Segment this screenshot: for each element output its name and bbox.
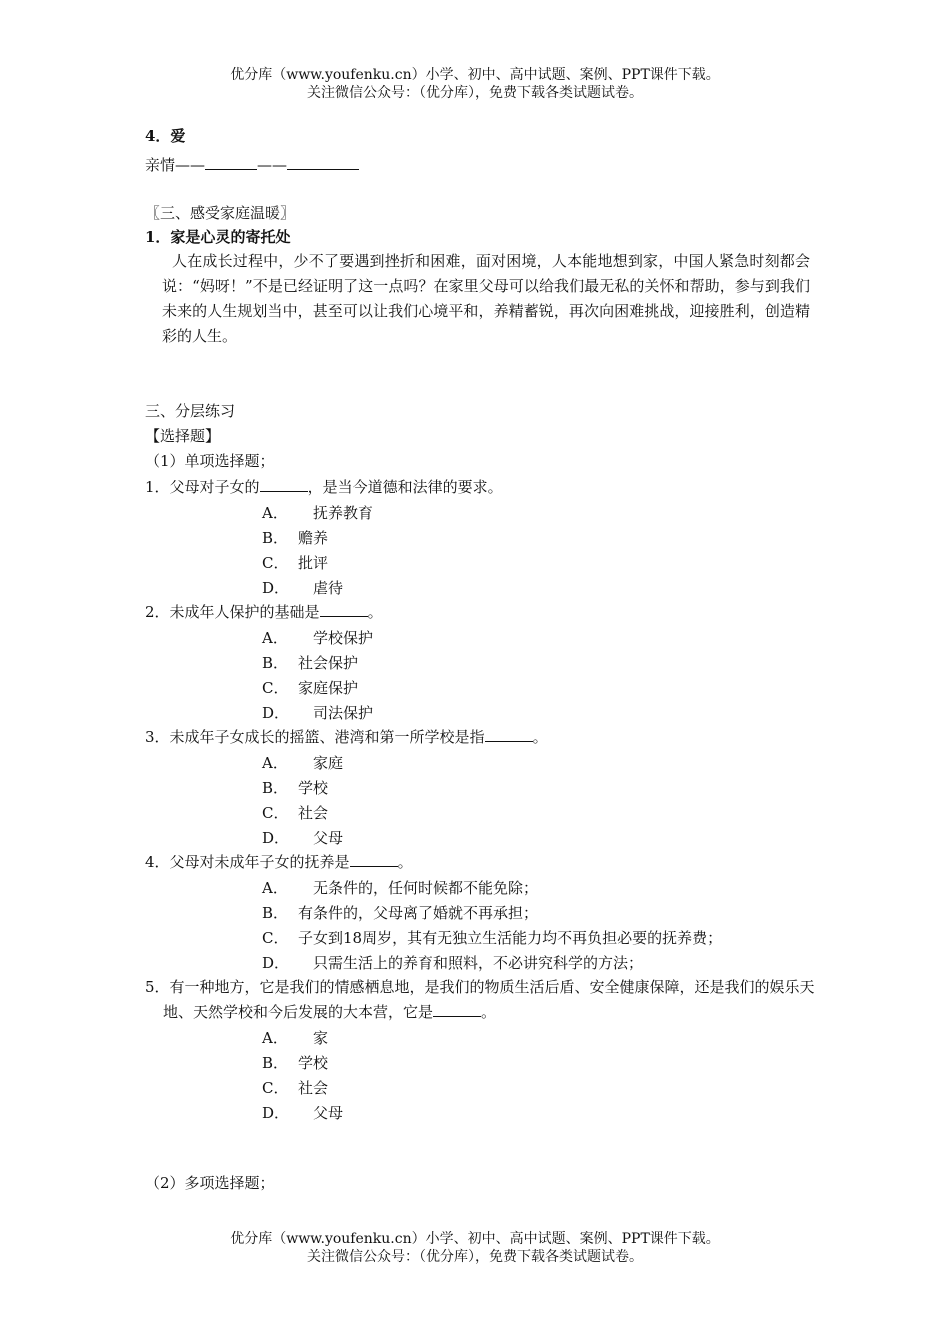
- question-text-end: 。: [481, 1003, 497, 1021]
- question-text: 有一种地方，它是我们的情感栖息地，是我们的物质生活后盾、安全健康保障，还是我们的娱乐天地、天然学校和今后发展的大本营，它是: [163, 978, 815, 1021]
- question-number: 1．: [145, 478, 170, 496]
- option-text: 社会: [298, 804, 329, 822]
- option-c[interactable]: [262, 1078, 328, 1098]
- header-line-2: 关注微信公众号：（优分库），免费下载各类试题试卷。: [307, 85, 643, 101]
- option-b[interactable]: [262, 528, 328, 548]
- option-a[interactable]: [262, 503, 373, 523]
- option-text: 家庭保护: [298, 679, 359, 697]
- option-text: 社会保护: [298, 654, 359, 672]
- question-text-end: ，是当今道德和法律的要求。: [307, 478, 503, 496]
- option-text: 学校: [298, 1054, 329, 1072]
- family-love-line: [145, 153, 359, 175]
- answer-blank: [260, 475, 308, 492]
- option-letter: B．: [262, 529, 289, 547]
- answer-blank: [433, 1000, 481, 1017]
- option-letter: C．: [262, 1079, 289, 1097]
- option-text: 父母: [298, 829, 344, 847]
- family-love-mid: ——: [257, 156, 288, 174]
- option-b[interactable]: [262, 778, 328, 798]
- footer-line-1: 优分库（www.youfenku.cn）小学、初中、高中试题、案例、PPT课件下载。: [230, 1231, 720, 1247]
- option-letter: D．: [262, 1104, 290, 1122]
- question-text: 未成年子女成长的摇篮、港湾和第一所学校是指: [169, 728, 485, 746]
- choice-heading: 【选择题】: [145, 427, 221, 445]
- option-letter: A．: [262, 754, 288, 772]
- question-number: 4．: [145, 853, 170, 871]
- question-stem: [145, 600, 810, 625]
- part-3-heading: 〖三、感受家庭温暖〗: [145, 204, 296, 222]
- question-stem: [145, 850, 810, 875]
- answer-blank: [205, 153, 257, 170]
- option-text: 学校: [298, 779, 329, 797]
- option-a[interactable]: [262, 628, 373, 648]
- header-line-1: 优分库（www.youfenku.cn）小学、初中、高中试题、案例、PPT课件下载。: [230, 67, 720, 83]
- option-text: 司法保护: [298, 704, 374, 722]
- option-letter: A．: [262, 629, 288, 647]
- option-text: 家: [298, 1029, 329, 1047]
- option-text: 无条件的，任何时候都不能免除；: [298, 879, 539, 897]
- option-text: 只需生活上的养育和照料，不必讲究科学的方法；: [298, 954, 644, 972]
- option-d[interactable]: [262, 953, 643, 973]
- question-stem: [145, 975, 828, 1025]
- option-a[interactable]: [262, 753, 343, 773]
- question-number: 5．: [145, 978, 170, 996]
- option-b[interactable]: [262, 1053, 328, 1073]
- question-text: 父母对未成年子女的抚养是: [169, 853, 350, 871]
- family-love-prefix: 亲情——: [145, 156, 206, 174]
- option-text: 学校保护: [298, 629, 374, 647]
- option-text: 赡养: [298, 529, 329, 547]
- option-text: 有条件的，父母离了婚就不再承担；: [298, 904, 539, 922]
- single-choice-heading: （1）单项选择题；: [145, 452, 275, 470]
- option-text: 批评: [298, 554, 329, 572]
- question-text-end: 。: [367, 603, 383, 621]
- option-letter: A．: [262, 1029, 288, 1047]
- answer-blank: [320, 600, 368, 617]
- section-4-title: 4．爱: [145, 127, 186, 145]
- part-3-sub-title: 1．家是心灵的寄托处: [145, 228, 291, 246]
- answer-blank: [287, 153, 359, 170]
- part-3-paragraph: 人在成长过程中，少不了要遇到挫折和困难，面对困境，人本能地想到家，中国人紧急时刻都会说：“妈呀！”不是已经证明了这一点吗？在家里父母可以给我们最无私的关怀和帮助，参与到我们未来的人生规划当中，甚至可以让我们心境平和，养精蓄锐，再次向困难挑战，迎接胜利，创造精彩的人生。: [162, 252, 810, 345]
- option-letter: D．: [262, 704, 290, 722]
- option-text: 抚养教育: [298, 504, 374, 522]
- option-c[interactable]: [262, 553, 328, 573]
- question-text: 父母对子女的: [169, 478, 260, 496]
- option-a[interactable]: [262, 878, 538, 898]
- option-text: 子女到18周岁，其有无独立生活能力均不再负担必要的抚养费；: [298, 929, 723, 947]
- option-c[interactable]: [262, 678, 358, 698]
- option-c[interactable]: [262, 803, 328, 823]
- option-b[interactable]: [262, 653, 358, 673]
- answer-blank: [350, 850, 398, 867]
- option-letter: B．: [262, 904, 289, 922]
- question-text-end: 。: [532, 728, 548, 746]
- answer-blank: [485, 725, 533, 742]
- question-text-end: 。: [397, 853, 413, 871]
- footer-line-2: 关注微信公众号：（优分库），免费下载各类试题试卷。: [307, 1249, 643, 1265]
- question-number: 3．: [145, 728, 170, 746]
- question-number: 2．: [145, 603, 170, 621]
- option-d[interactable]: [262, 578, 343, 598]
- question-stem: [145, 475, 810, 500]
- option-letter: C．: [262, 554, 289, 572]
- option-letter: D．: [262, 954, 290, 972]
- option-text: 家庭: [298, 754, 344, 772]
- option-letter: C．: [262, 929, 289, 947]
- option-c[interactable]: [262, 928, 722, 948]
- option-letter: B．: [262, 1054, 289, 1072]
- option-letter: D．: [262, 579, 290, 597]
- option-b[interactable]: [262, 903, 538, 923]
- option-letter: C．: [262, 679, 289, 697]
- option-text: 虐待: [298, 579, 344, 597]
- option-d[interactable]: [262, 828, 343, 848]
- option-letter: B．: [262, 654, 289, 672]
- option-letter: A．: [262, 879, 288, 897]
- option-letter: A．: [262, 504, 288, 522]
- option-letter: C．: [262, 804, 289, 822]
- option-d[interactable]: [262, 1103, 343, 1123]
- multi-choice-heading: （2）多项选择题；: [145, 1174, 275, 1192]
- option-letter: B．: [262, 779, 289, 797]
- option-a[interactable]: [262, 1028, 328, 1048]
- practice-heading: 三、分层练习: [145, 402, 236, 420]
- page-header: [0, 66, 950, 102]
- option-text: 社会: [298, 1079, 329, 1097]
- question-text: 未成年人保护的基础是: [169, 603, 320, 621]
- page-footer: [0, 1230, 950, 1266]
- option-text: 父母: [298, 1104, 344, 1122]
- question-stem: [145, 725, 810, 750]
- option-d[interactable]: [262, 703, 373, 723]
- option-letter: D．: [262, 829, 290, 847]
